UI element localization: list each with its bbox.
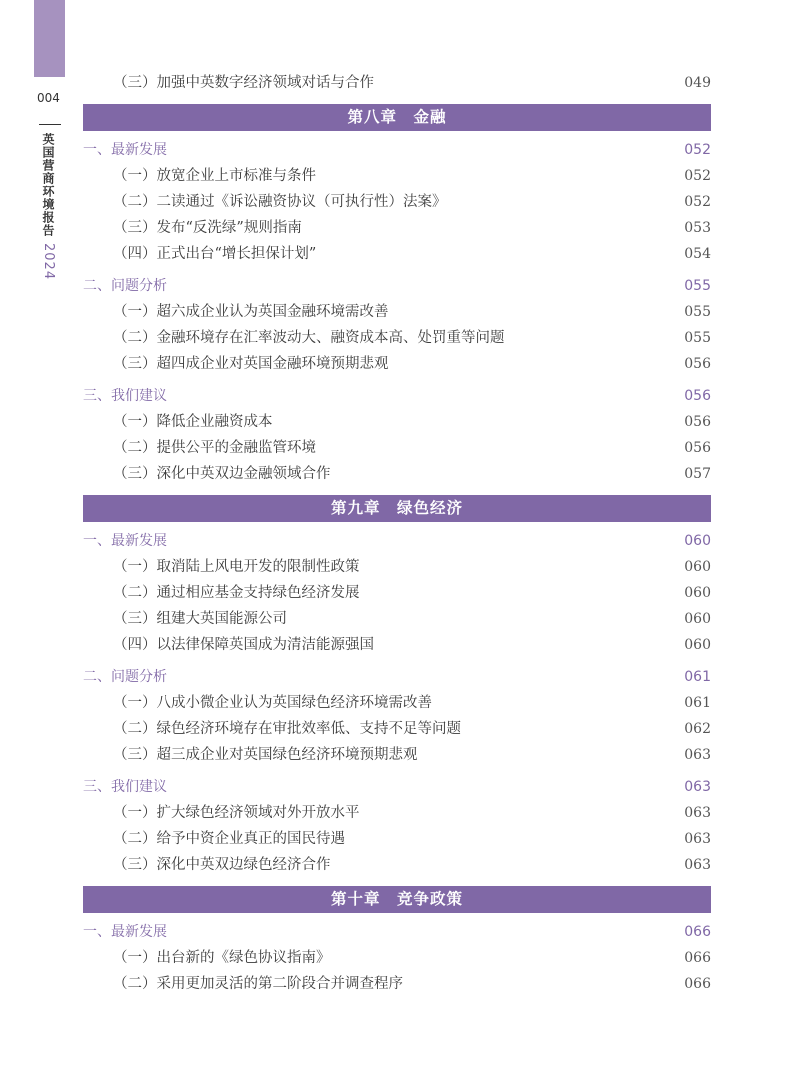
toc-entry-title: 二、问题分析 xyxy=(83,669,167,685)
toc-entry-title: （三）发布“反洗绿”规则指南 xyxy=(113,220,302,236)
toc-subsection-entry[interactable] xyxy=(83,409,711,435)
toc-entry-page: 060 xyxy=(684,611,711,627)
toc-entry-title: 三、我们建议 xyxy=(83,779,167,795)
toc-subsection-entry[interactable] xyxy=(83,189,711,215)
toc-entry-title: 三、我们建议 xyxy=(83,388,167,404)
toc-subsection-entry[interactable] xyxy=(83,945,711,971)
toc-subsection-entry[interactable] xyxy=(83,70,711,96)
toc-entry-title: 二、问题分析 xyxy=(83,278,167,294)
toc-section-entry[interactable] xyxy=(83,774,711,800)
toc-entry-title: （一）扩大绿色经济领域对外开放水平 xyxy=(113,805,360,821)
toc-section-entry[interactable] xyxy=(83,664,711,690)
toc-entry-title: （三）深化中英双边绿色经济合作 xyxy=(113,857,331,873)
page-number: 004 xyxy=(37,91,60,105)
toc-entry-page: 052 xyxy=(684,194,711,210)
toc-entry-page: 060 xyxy=(684,533,711,549)
toc-subsection-entry[interactable] xyxy=(83,826,711,852)
toc-entry-page: 063 xyxy=(684,747,711,763)
toc-subsection-entry[interactable] xyxy=(83,435,711,461)
toc-section-entry[interactable] xyxy=(83,383,711,409)
toc-entry-page: 061 xyxy=(684,669,711,685)
toc-entry-title: 一、最新发展 xyxy=(83,924,167,940)
toc-subsection-entry[interactable] xyxy=(83,241,711,267)
toc-entry-page: 056 xyxy=(684,388,711,404)
toc-entry-title: （二）通过相应基金支持绿色经济发展 xyxy=(113,585,360,601)
toc-subsection-entry[interactable] xyxy=(83,606,711,632)
toc-subsection-entry[interactable] xyxy=(83,325,711,351)
toc-entry-title: （四）正式出台“增长担保计划” xyxy=(113,246,317,262)
toc-entry-page: 055 xyxy=(684,304,711,320)
toc-entry-page: 063 xyxy=(684,857,711,873)
report-title-vertical: 英国营商环境报告 xyxy=(41,133,55,237)
toc-entry-page: 056 xyxy=(684,356,711,372)
toc-entry-title: （四）以法律保障英国成为清洁能源强国 xyxy=(113,637,374,653)
toc-entry-page: 054 xyxy=(684,246,711,262)
toc-entry-title: （二）金融环境存在汇率波动大、融资成本高、处罚重等问题 xyxy=(113,330,505,346)
toc-entry-title: （一）放宽企业上市标准与条件 xyxy=(113,168,316,184)
chapter-header: 第八章 金融 xyxy=(83,104,711,131)
toc-entry-page: 060 xyxy=(684,585,711,601)
toc-entry-page: 066 xyxy=(684,950,711,966)
toc-subsection-entry[interactable] xyxy=(83,852,711,878)
toc-entry-page: 066 xyxy=(684,976,711,992)
toc-subsection-entry[interactable] xyxy=(83,632,711,658)
toc-entry-page: 063 xyxy=(684,805,711,821)
toc-entry-title: （二）给予中资企业真正的国民待遇 xyxy=(113,831,345,847)
toc-entry-title: （三）超三成企业对英国绿色经济环境预期悲观 xyxy=(113,747,418,763)
toc-entry-page: 056 xyxy=(684,440,711,456)
toc-entry-page: 061 xyxy=(684,695,711,711)
toc-subsection-entry[interactable] xyxy=(83,580,711,606)
toc-entry-title: （二）绿色经济环境存在审批效率低、支持不足等问题 xyxy=(113,721,461,737)
toc-subsection-entry[interactable] xyxy=(83,163,711,189)
toc-subsection-entry[interactable] xyxy=(83,554,711,580)
toc-entry-page: 063 xyxy=(684,831,711,847)
sidebar-divider xyxy=(39,124,61,125)
chapter-header: 第九章 绿色经济 xyxy=(83,495,711,522)
toc-entry-page: 052 xyxy=(684,142,711,158)
toc-section-entry[interactable] xyxy=(83,137,711,163)
toc-subsection-entry[interactable] xyxy=(83,215,711,241)
toc-entry-page: 060 xyxy=(684,637,711,653)
toc-entry-page: 060 xyxy=(684,559,711,575)
toc-entry-title: （三）组建大英国能源公司 xyxy=(113,611,287,627)
toc-entry-page: 057 xyxy=(684,466,711,482)
toc-subsection-entry[interactable] xyxy=(83,800,711,826)
toc-entry-title: （二）二读通过《诉讼融资协议（可执行性）法案》 xyxy=(113,194,447,210)
toc-entry-title: （一）出台新的《绿色协议指南》 xyxy=(113,950,331,966)
toc-subsection-entry[interactable] xyxy=(83,742,711,768)
toc-entry-page: 053 xyxy=(684,220,711,236)
toc-subsection-entry[interactable] xyxy=(83,351,711,377)
toc-section-entry[interactable] xyxy=(83,528,711,554)
toc-subsection-entry[interactable] xyxy=(83,299,711,325)
toc-entry-page: 052 xyxy=(684,168,711,184)
toc-entry-page: 055 xyxy=(684,330,711,346)
page-tab-decoration xyxy=(34,0,65,77)
toc-entry-page: 049 xyxy=(684,75,711,91)
report-year-vertical: 2024 xyxy=(41,243,56,281)
toc-entry-title: （三）超四成企业对英国金融环境预期悲观 xyxy=(113,356,389,372)
toc-entry-page: 066 xyxy=(684,924,711,940)
toc-entry-page: 055 xyxy=(684,278,711,294)
toc-subsection-entry[interactable] xyxy=(83,716,711,742)
toc-subsection-entry[interactable] xyxy=(83,461,711,487)
toc-section-entry[interactable] xyxy=(83,273,711,299)
toc-entry-title: （三）深化中英双边金融领域合作 xyxy=(113,466,331,482)
toc-section-entry[interactable] xyxy=(83,919,711,945)
table-of-contents xyxy=(83,70,711,997)
toc-entry-title: （一）降低企业融资成本 xyxy=(113,414,273,430)
toc-entry-page: 063 xyxy=(684,779,711,795)
toc-entry-title: （二）提供公平的金融监管环境 xyxy=(113,440,316,456)
toc-subsection-entry[interactable] xyxy=(83,690,711,716)
toc-entry-title: （三）加强中英数字经济领域对话与合作 xyxy=(113,75,374,91)
toc-entry-title: （一）超六成企业认为英国金融环境需改善 xyxy=(113,304,389,320)
toc-entry-title: （二）采用更加灵活的第二阶段合并调查程序 xyxy=(113,976,403,992)
toc-subsection-entry[interactable] xyxy=(83,971,711,997)
toc-entry-page: 062 xyxy=(684,721,711,737)
toc-entry-title: 一、最新发展 xyxy=(83,533,167,549)
toc-entry-title: 一、最新发展 xyxy=(83,142,167,158)
chapter-header: 第十章 竞争政策 xyxy=(83,886,711,913)
toc-entry-page: 056 xyxy=(684,414,711,430)
toc-entry-title: （一）八成小微企业认为英国绿色经济环境需改善 xyxy=(113,695,432,711)
toc-entry-title: （一）取消陆上风电开发的限制性政策 xyxy=(113,559,360,575)
